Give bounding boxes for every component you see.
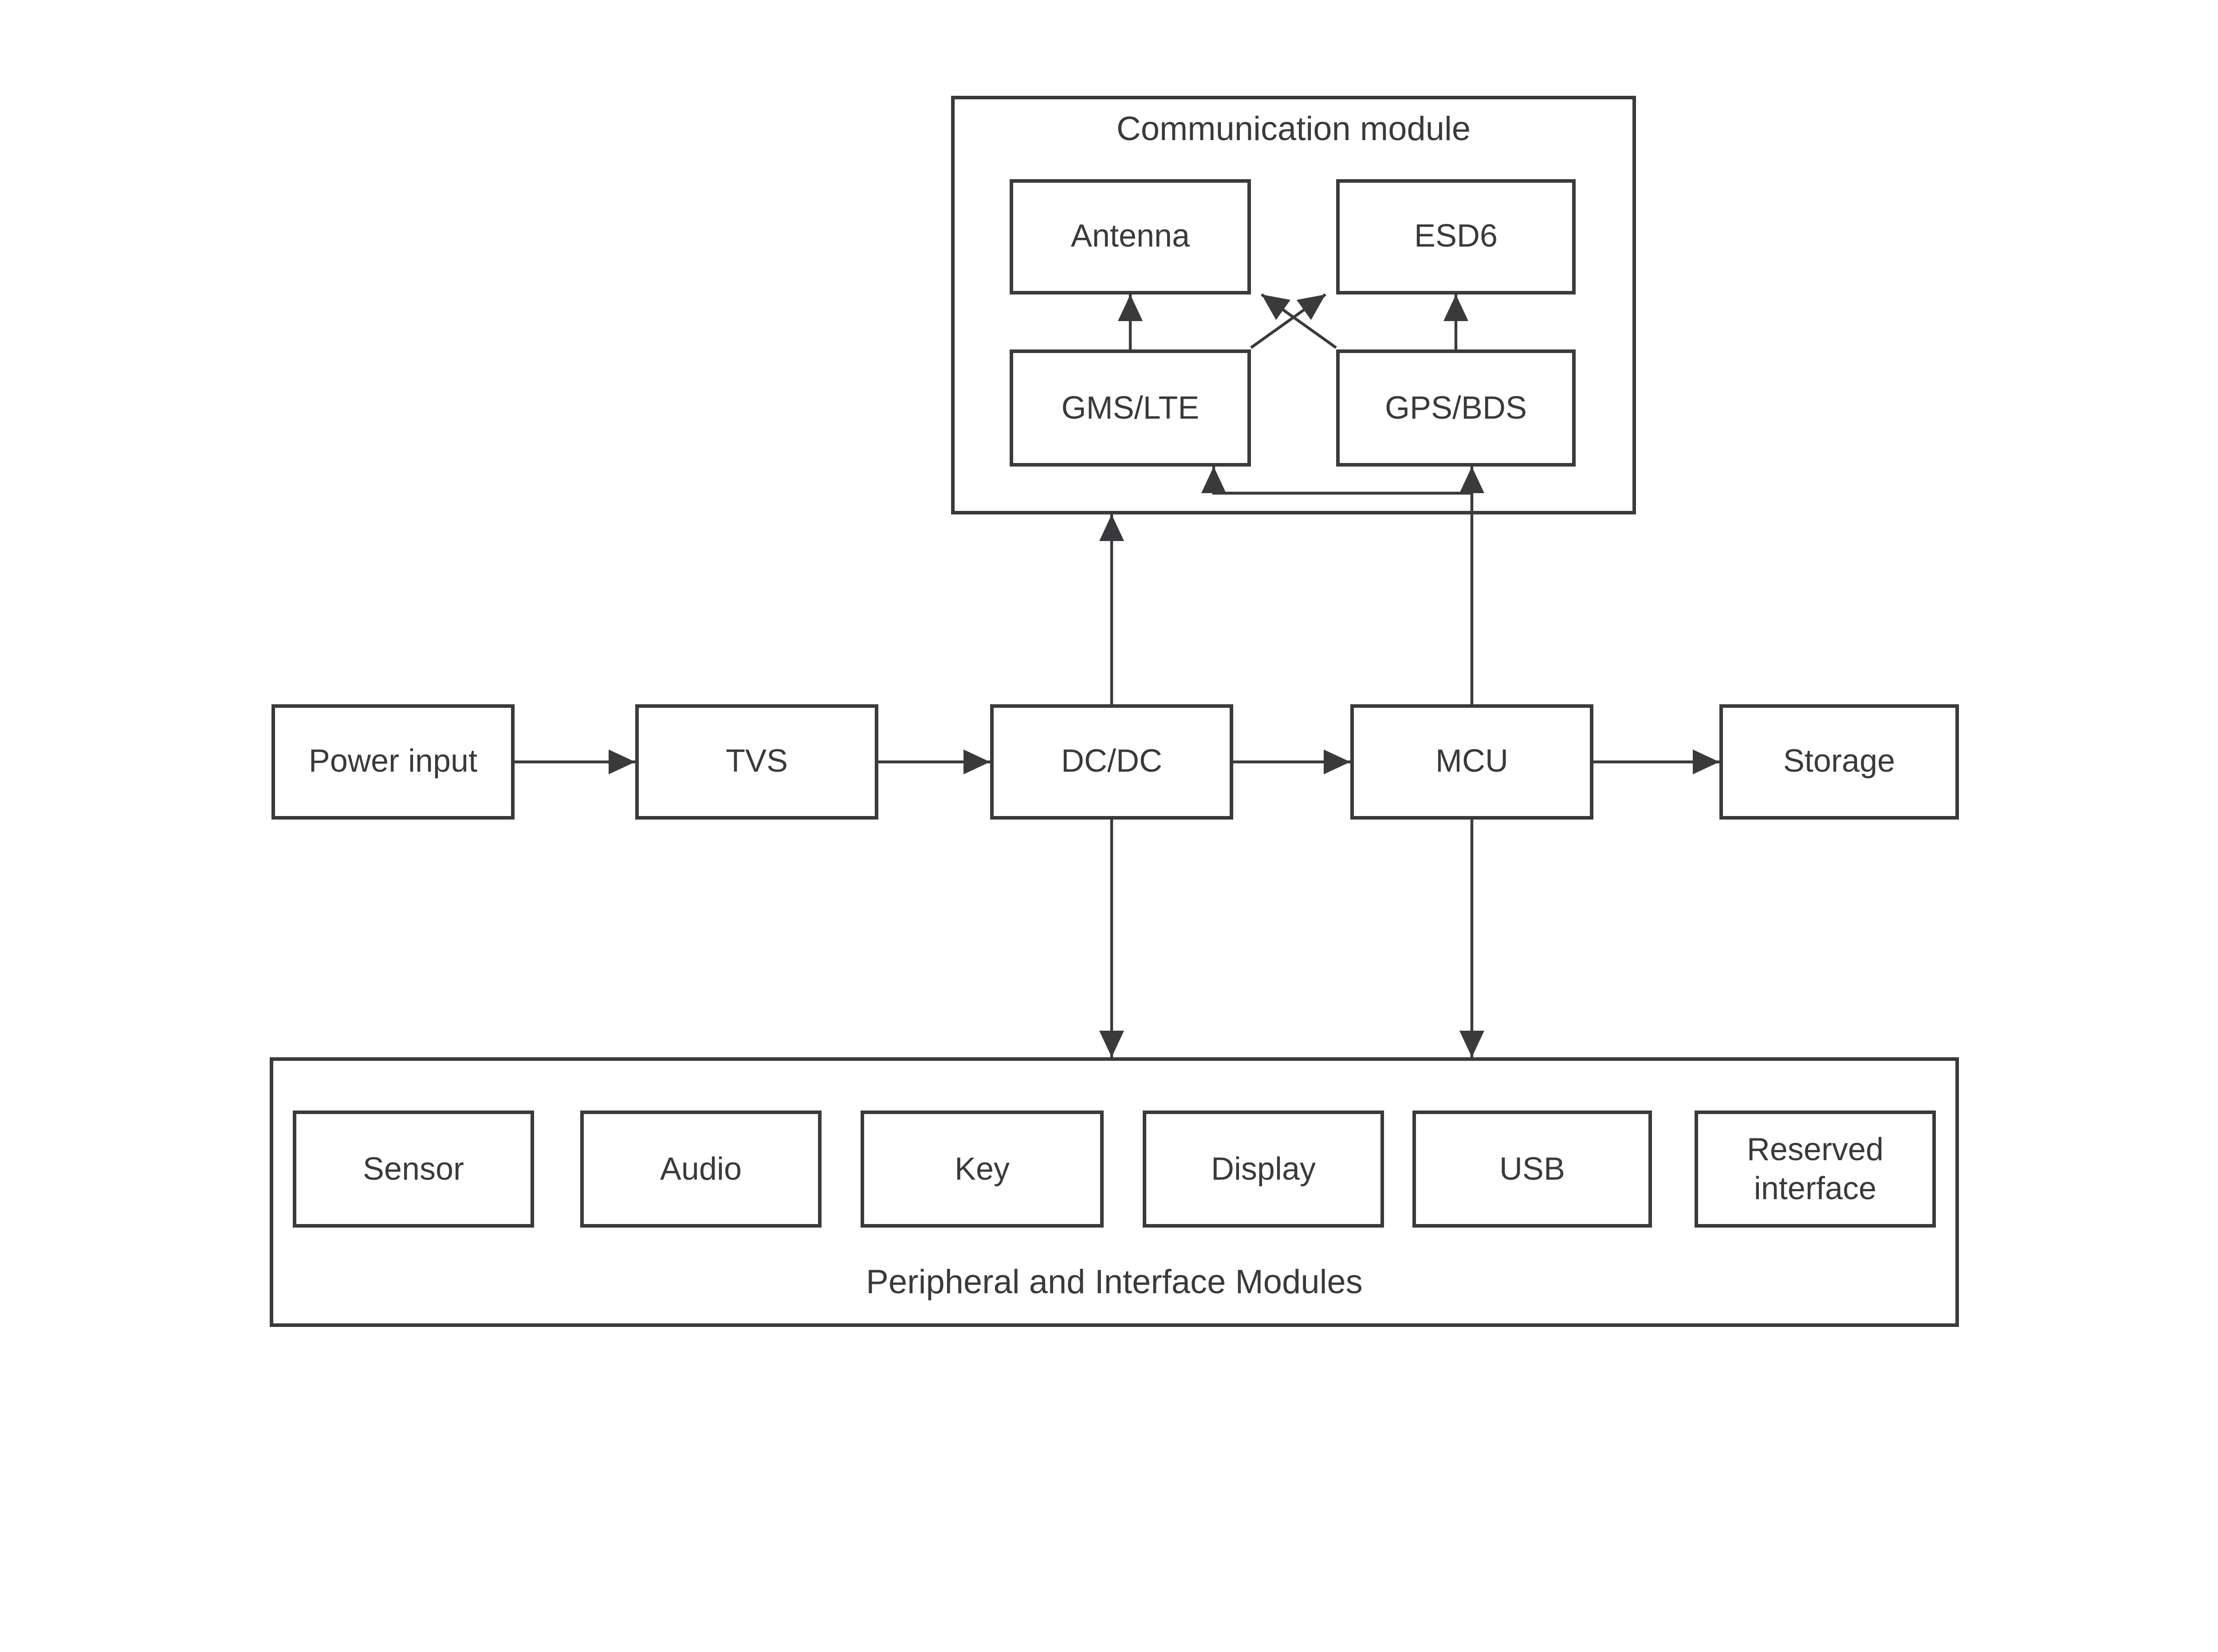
node-dc-dc: [990, 704, 1233, 820]
node-key: [861, 1110, 1104, 1228]
node-usb: [1412, 1110, 1652, 1228]
node-tvs: [635, 704, 878, 820]
node-esd6: [1336, 179, 1576, 294]
node-gms-lte: [1010, 349, 1251, 467]
node-audio: [580, 1110, 822, 1228]
node-display: [1143, 1110, 1384, 1228]
node-gms-lte-label: GMS/LTE: [1061, 390, 1199, 425]
node-usb-label: USB: [1499, 1151, 1565, 1186]
node-storage: [1719, 704, 1959, 820]
node-key-label: Key: [954, 1151, 1010, 1186]
communication-module-title: Communication module: [1116, 112, 1471, 149]
node-antenna-label: Antenna: [1070, 219, 1190, 254]
node-display-label: Display: [1211, 1151, 1316, 1186]
node-mcu: [1350, 704, 1593, 820]
node-sensor-label: Sensor: [362, 1151, 464, 1186]
node-gps-bds-label: GPS/BDS: [1384, 390, 1527, 425]
node-dc-dc-label: DC/DC: [1061, 744, 1162, 779]
node-tvs-label: TVS: [725, 744, 788, 779]
node-storage-label: Storage: [1783, 744, 1896, 779]
node-gps-bds: [1336, 349, 1576, 467]
node-antenna: [1010, 179, 1251, 294]
node-sensor: [293, 1110, 534, 1228]
node-audio-label: Audio: [660, 1151, 742, 1186]
node-esd6-label: ESD6: [1414, 219, 1498, 254]
node-mcu-label: MCU: [1435, 744, 1508, 779]
node-reserved-interface: [1695, 1110, 1936, 1228]
node-reserved-interface-label: Reserved interface: [1746, 1131, 1884, 1206]
node-power-input: [271, 704, 515, 820]
node-power-input-label: Power input: [308, 744, 478, 779]
peripheral-module-title: Peripheral and Interface Modules: [866, 1265, 1363, 1302]
